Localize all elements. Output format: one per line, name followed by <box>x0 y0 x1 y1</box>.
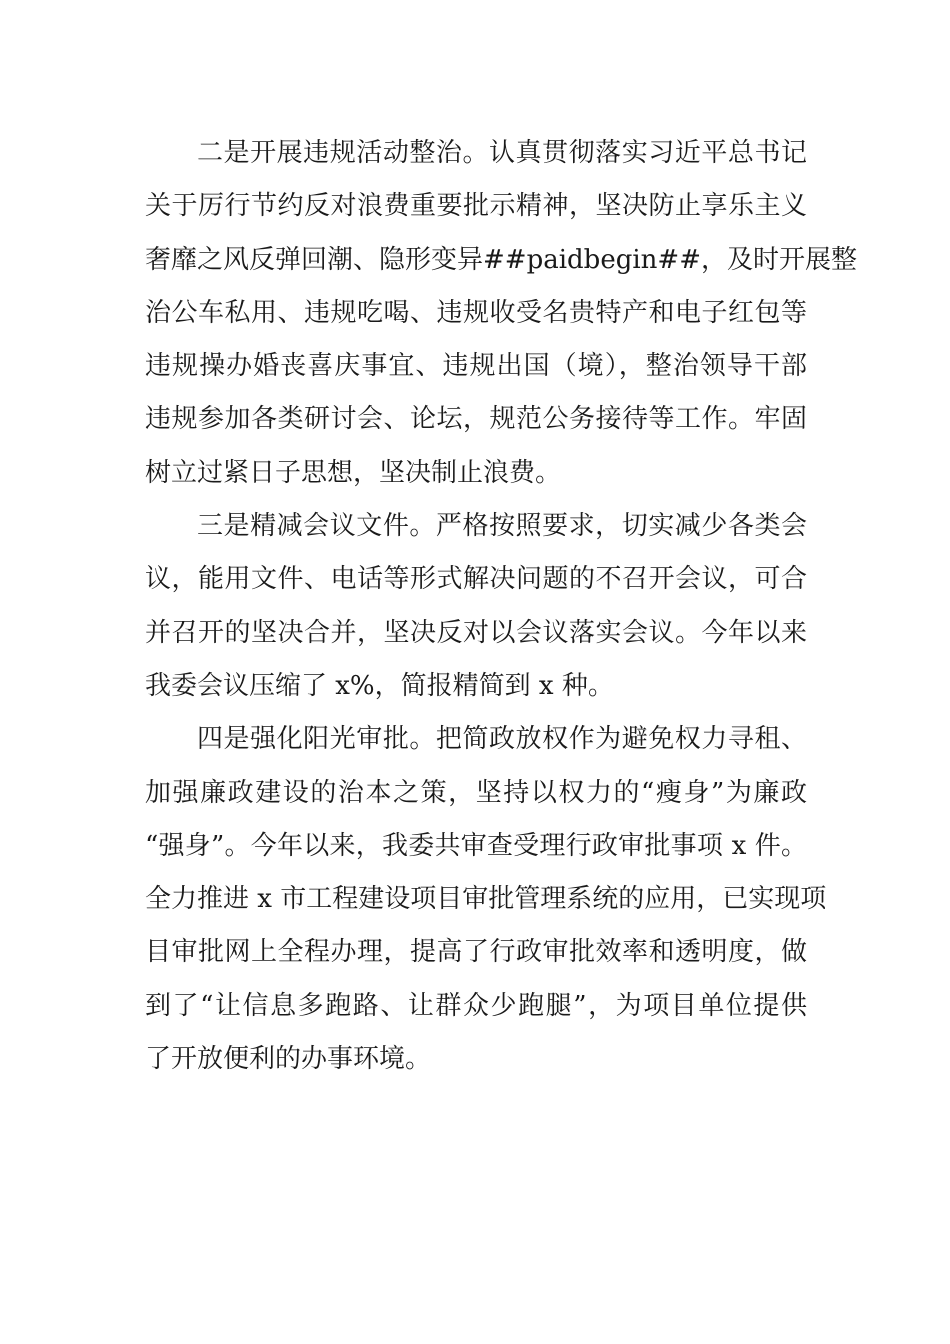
text-line: 并召开的坚决合并，坚决反对以会议落实会议。今年以来 <box>145 617 807 648</box>
document-body <box>145 127 857 1086</box>
text-line: “强身”。今年以来，我委共审查受理行政审批事项 x 件。 <box>145 830 807 861</box>
text-line: 违规操办婚丧喜庆事宜、违规出国（境），整治领导干部 <box>145 351 807 382</box>
text-line: 全力推进 x 市工程建设项目审批管理系统的应用，已实现项 <box>145 884 827 915</box>
paragraph-meeting-reduction <box>145 500 807 713</box>
paragraph-sunshine-approval <box>145 713 827 1086</box>
text-line: 违规参加各类研讨会、论坛，规范公务接待等工作。牢固 <box>145 404 807 435</box>
paragraph-activity-rectification <box>145 127 857 500</box>
text-line: 二是开展违规活动整治。认真贯彻落实习近平总书记 <box>197 138 807 168</box>
text-line: 树立过紧日子思想，坚决制止浪费。 <box>145 457 562 488</box>
text-line: 加强廉政建设的治本之策，坚持以权力的“瘦身”为廉政 <box>145 777 807 808</box>
text-line: 议，能用文件、电话等形式解决问题的不召开会议，可合 <box>145 564 807 595</box>
text-line: 到了“让信息多跑路、让群众少跑腿”，为项目单位提供 <box>145 990 807 1021</box>
text-line: 我委会议压缩了 x%，简报精简到 x 种。 <box>145 670 614 701</box>
text-line: 目审批网上全程办理，提高了行政审批效率和透明度，做 <box>145 937 807 968</box>
text-line: 奢靡之风反弹回潮、隐形变异##paidbegin##，及时开展整 <box>145 244 857 275</box>
text-line: 治公车私用、违规吃喝、违规收受名贵特产和电子红包等 <box>145 297 807 328</box>
text-line: 四是强化阳光审批。把简政放权作为避免权力寻租、 <box>197 724 807 755</box>
text-line: 了开放便利的办事环境。 <box>145 1044 432 1075</box>
text-line: 三是精减会议文件。严格按照要求，切实减少各类会 <box>197 511 807 542</box>
text-line: 关于厉行节约反对浪费重要批示精神，坚决防止享乐主义 <box>145 191 807 222</box>
